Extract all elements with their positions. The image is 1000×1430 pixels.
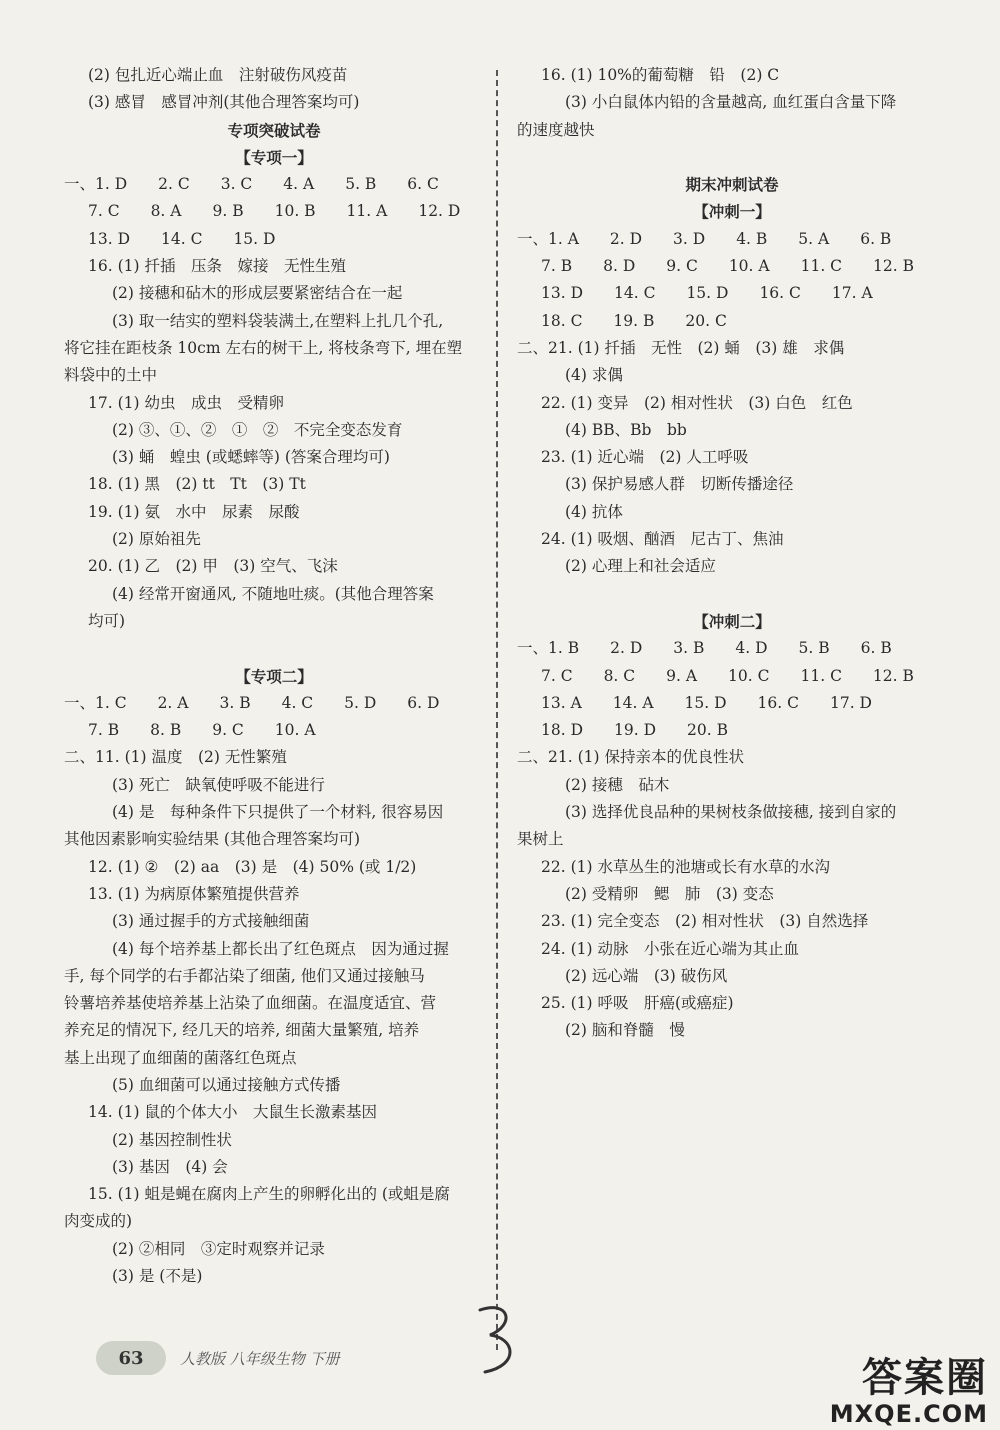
subsection-title: 【冲刺二】	[693, 611, 771, 631]
answer-line: 15. (1) 蛆是蝇在腐肉上产生的卵孵化出的 (或蛆是腐	[88, 1185, 450, 1204]
answer-line: 23. (1) 完全变态 (2) 相对性状 (3) 自然选择	[541, 912, 869, 931]
answer-line: (2) 心理上和社会适应	[565, 557, 716, 576]
answer-line: 基上出现了血细菌的菌落红色斑点	[64, 1048, 297, 1067]
answer-line: (2) ③、①、② ① ② 不完全变态发育	[112, 420, 403, 439]
watermark-url: MXQE.COM	[829, 1400, 988, 1428]
answer-line: (2) 脑和脊髓 慢	[565, 1021, 685, 1040]
answer-line: 18. C 19. B 20. C	[541, 311, 727, 330]
answer-line: (2) 接穗和砧木的形成层要紧密结合在一起	[112, 284, 403, 303]
answer-line: 一、1. D 2. C 3. C 4. A 5. B 6. C	[64, 175, 439, 194]
answer-line: (2) 原始祖先	[112, 530, 201, 549]
answer-line: (3) 小白鼠体内铅的含量越高, 血红蛋白含量下降	[565, 93, 897, 112]
answer-line: (4) 每个培养基上都长出了红色斑点 因为通过握	[112, 939, 449, 958]
answer-line: (2) ②相同 ③定时观察并记录	[112, 1239, 325, 1258]
answer-line: (4) 经常开窗通风, 不随地吐痰。(其他合理答案	[112, 584, 434, 603]
answer-line: 果树上	[517, 830, 564, 849]
answer-line: 一、1. B 2. D 3. B 4. D 5. B 6. B	[517, 639, 892, 658]
answer-line: (3) 基因 (4) 会	[112, 1157, 228, 1176]
answer-line: 22. (1) 水草丛生的池塘或长有水草的水沟	[541, 857, 830, 876]
answer-line: 19. (1) 氨 水中 尿素 尿酸	[88, 502, 300, 521]
answer-line: 二、21. (1) 保持亲本的优良性状	[517, 748, 744, 767]
column-divider	[496, 70, 498, 1350]
answer-line: (4) 求偶	[565, 366, 623, 385]
answer-line: (5) 血细菌可以通过接触方式传播	[112, 1075, 341, 1094]
site-watermark	[830, 1356, 988, 1428]
page-footer	[96, 1340, 340, 1376]
answer-line: 铃薯培养基使培养基上沾染了血细菌。在温度适宜、营	[64, 994, 437, 1013]
answer-line: 7. B 8. D 9. C 10. A 11. C 12. B	[541, 257, 914, 276]
answer-line: 的速度越快	[517, 120, 595, 139]
answer-line: 13. A 14. A 15. D 16. C 17. D	[541, 693, 872, 712]
subsection-title: 【专项一】	[235, 147, 313, 167]
answer-line: (3) 取一结实的塑料袋装满土,在塑料上扎几个孔,	[112, 311, 444, 330]
answer-line: 养充足的情况下, 经几天的培养, 细菌大量繁殖, 培养	[64, 1021, 420, 1040]
answer-line: (2) 包扎近心端止血 注射破伤风疫苗	[88, 66, 348, 84]
answer-line: 其他因素影响实验结果 (其他合理答案均可)	[64, 830, 361, 849]
answer-line: 料袋中的土中	[64, 366, 158, 385]
answer-line: 7. B 8. B 9. C 10. A	[88, 721, 316, 740]
left-column	[64, 62, 484, 1290]
answer-line: 7. C 8. A 9. B 10. B 11. A 12. D	[88, 202, 461, 221]
answer-line: 将它挂在距枝条 10cm 左右的树干上, 将枝条弯下, 埋在塑	[64, 338, 463, 357]
answer-line: (4) BB、Bb bb	[565, 420, 687, 439]
answer-line: 24. (1) 吸烟、酗酒 尼古丁、焦油	[541, 530, 784, 549]
answer-line: 23. (1) 近心端 (2) 人工呼吸	[541, 448, 749, 467]
answer-line: 16. (1) 10%的葡萄糖 铅 (2) C	[541, 66, 780, 84]
answer-line: (3) 选择优良品种的果树枝条做接穗, 接到自家的	[565, 803, 897, 822]
answer-line: (3) 蛹 蝗虫 (或蟋蟀等) (答案合理均可)	[112, 448, 390, 467]
answer-line: 24. (1) 动脉 小张在近心端为其止血	[541, 939, 799, 958]
answer-line: 18. D 19. D 20. B	[541, 721, 728, 740]
answer-line: (2) 受精卵 鳃 肺 (3) 变态	[565, 884, 774, 903]
handwritten-scribble	[470, 1300, 530, 1380]
book-title: 人教版 八年级生物 下册	[180, 1349, 340, 1368]
subsection-title: 【专项二】	[235, 666, 313, 686]
answer-line: 20. (1) 乙 (2) 甲 (3) 空气、飞沫	[88, 557, 338, 576]
page-number: 63	[96, 1341, 166, 1375]
answer-line: 一、1. C 2. A 3. B 4. C 5. D 6. D	[64, 693, 440, 712]
answer-line: 16. (1) 扦插 压条 嫁接 无性生殖	[88, 257, 346, 276]
answer-line: (2) 接穗 砧木	[565, 775, 670, 794]
section-title: 专项突破试卷	[227, 120, 321, 140]
answer-line: (4) 是 每种条件下只提供了一个材料, 很容易因	[112, 803, 444, 822]
answer-line: 25. (1) 呼吸 肝癌(或癌症)	[541, 994, 734, 1013]
watermark-logo: 答案圈	[862, 1355, 988, 1401]
answer-line: 7. C 8. C 9. A 10. C 11. C 12. B	[541, 666, 914, 685]
answer-line: 一、1. A 2. D 3. D 4. B 5. A 6. B	[517, 229, 892, 248]
answer-line: 手, 每个同学的右手都沾染了细菌, 他们又通过接触马	[64, 966, 425, 985]
answer-line: 13. D 14. C 15. D	[88, 229, 276, 248]
answer-line: 22. (1) 变异 (2) 相对性状 (3) 白色 红色	[541, 393, 853, 412]
answer-line: 二、21. (1) 扦插 无性 (2) 蛹 (3) 雄 求偶	[517, 338, 845, 357]
answer-line: (3) 保护易感人群 切断传播途径	[565, 475, 794, 494]
answer-line: 二、11. (1) 温度 (2) 无性繁殖	[64, 748, 287, 767]
answer-line: (3) 通过握手的方式接触细菌	[112, 912, 310, 931]
answer-line: 肉变成的)	[64, 1212, 133, 1231]
answer-line: (3) 死亡 缺氧使呼吸不能进行	[112, 775, 325, 794]
subsection-title: 【冲刺一】	[693, 202, 771, 222]
answer-line	[64, 635, 484, 662]
answer-line: (4) 抗体	[565, 502, 623, 521]
answer-line: 17. (1) 幼虫 成虫 受精卵	[88, 393, 284, 412]
section-title: 期末冲刺试卷	[685, 175, 779, 195]
answer-line: 均可)	[88, 611, 126, 630]
answer-line: (2) 基因控制性状	[112, 1130, 232, 1149]
answer-line: 12. (1) ② (2) aa (3) 是 (4) 50% (或 1/2)	[88, 857, 417, 876]
answer-line: 14. (1) 鼠的个体大小 大鼠生长激素基因	[88, 1103, 377, 1122]
answer-line: 18. (1) 黑 (2) tt Tt (3) Tt	[88, 475, 306, 494]
answer-line: (3) 是 (不是)	[112, 1267, 203, 1286]
answer-line	[517, 581, 947, 608]
right-column	[517, 62, 947, 1045]
answer-line: 13. (1) 为病原体繁殖提供营养	[88, 884, 300, 903]
answer-line	[517, 144, 947, 171]
answer-line: 13. D 14. C 15. D 16. C 17. A	[541, 284, 873, 303]
answer-line: (3) 感冒 感冒冲剂(其他合理答案均可)	[88, 93, 360, 112]
answer-line: (2) 远心端 (3) 破伤风	[565, 966, 728, 985]
